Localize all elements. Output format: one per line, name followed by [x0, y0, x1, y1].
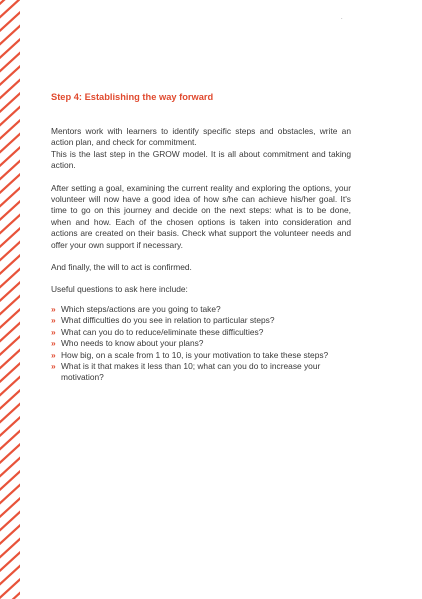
question-item: [51, 315, 351, 326]
bullet-marker-icon: »: [51, 303, 56, 314]
paragraph-grow-model: This is the last step in the GROW model. It is all about commitment and taking action.: [51, 148, 351, 171]
question-item: [51, 350, 351, 361]
paragraph-intro: Mentors work with learners to identify specific steps and obstacles, write an action plan, and check for commitment.: [51, 126, 351, 148]
paragraph-questions-intro: Useful questions to ask here include:: [51, 284, 188, 295]
questions-list: [51, 304, 351, 384]
question-item: [51, 338, 351, 349]
question-text: What is it that makes it less than 10; what can you do to increase your motivation?: [61, 360, 321, 383]
bullet-marker-icon: »: [51, 349, 56, 360]
question-text: What difficulties do you see in relation to particular steps?: [61, 315, 275, 326]
question-item: [51, 327, 351, 338]
main-content: [51, 91, 351, 384]
bullet-marker-icon: »: [51, 360, 56, 371]
question-text: What can you do to reduce/eliminate these difficulties?: [61, 326, 264, 337]
question-item: [51, 304, 351, 315]
section-heading: Step 4: Establishing the way forward: [51, 92, 214, 102]
paragraph-next-steps: After setting a goal, examining the current reality and exploring the options, your volunteer will now have a good idea of how s/he can achieve his/her goal. It's time to go on this journey and decide on the next steps: what is to be done, when and how. Each of the chosen options is taken into consideration and actions are created on their basis. Check what support the volunteer needs and offer your own support if necessary.: [51, 182, 351, 250]
question-text: How big, on a scale from 1 to 10, is your motivation to take these steps?: [61, 349, 329, 360]
bullet-marker-icon: »: [51, 338, 56, 349]
diagonal-stripes-graphic: [0, 0, 20, 599]
page-corner-mark: ·: [341, 16, 343, 22]
question-item: [51, 361, 351, 384]
bullet-marker-icon: »: [51, 326, 56, 337]
paragraph-will-to-act: And finally, the will to act is confirmed.: [51, 262, 192, 273]
bullet-marker-icon: »: [51, 315, 56, 326]
question-text: Who needs to know about your plans?: [61, 338, 204, 349]
decorative-stripe-band: [0, 0, 20, 599]
question-text: Which steps/actions are you going to take?: [61, 303, 221, 314]
